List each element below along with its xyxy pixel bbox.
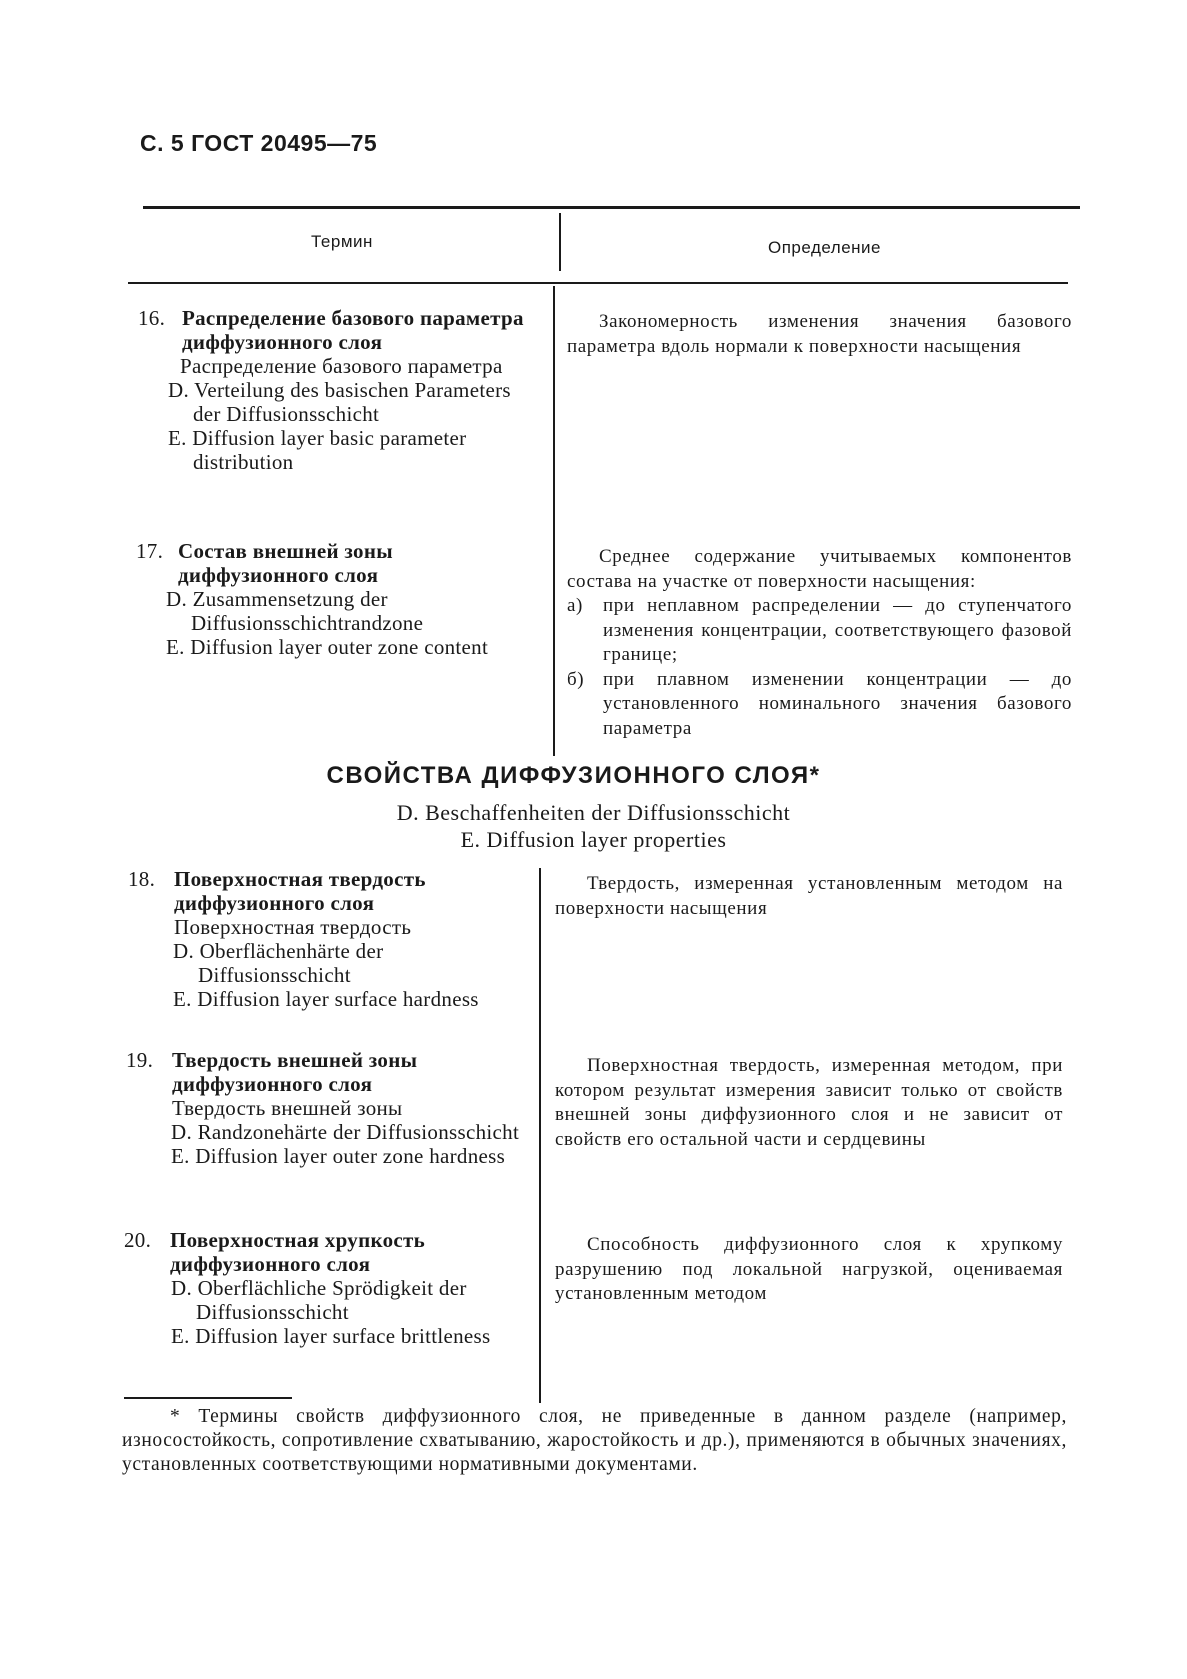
item-text: при плавном изменении концентрации — до установленного номинального значения базового параметра <box>603 668 1072 739</box>
term-entry-18 <box>128 867 526 1011</box>
term-entry-19 <box>126 1048 526 1168</box>
term-title: Поверхностная хрупкость диффузионного слоя <box>170 1228 426 1276</box>
term-number: 20. <box>124 1228 152 1252</box>
term-german: D. Verteilung des basischen Parameters der Diffusionsschicht <box>168 378 511 426</box>
item-marker: а) <box>567 595 583 616</box>
column-divider-top <box>553 286 555 756</box>
term-title: Поверхностная твердость диффузионного слоя <box>174 867 426 915</box>
term-german: D. Oberflächliche Sprödigkeit der Diffusionsschicht <box>171 1276 467 1324</box>
term-english: E. Diffusion layer outer zone hardness <box>171 1144 506 1168</box>
footnote-rule <box>124 1397 292 1399</box>
term-entry-16 <box>138 306 532 474</box>
header-divider <box>559 213 561 271</box>
term-synonym: Распределение базового параметра <box>180 354 503 378</box>
definition-20: Способность диффузионного слоя к хрупкому разрушению под локальной нагрузкой, оцениваемая установленным методом <box>555 1234 1063 1304</box>
term-english: E. Diffusion layer surface brittleness <box>171 1324 491 1348</box>
definition-item <box>567 668 1072 742</box>
page-header: С. 5 ГОСТ 20495—75 <box>140 130 378 156</box>
term-title: Состав внешней зоны диффузионного слоя <box>178 539 393 587</box>
top-rule <box>143 206 1080 209</box>
column-header-term: Термин <box>311 232 373 251</box>
section-english: E. Diffusion layer properties <box>460 827 727 852</box>
column-divider-bottom <box>539 868 541 1403</box>
definition-17 <box>567 545 1072 741</box>
header-bottom-rule <box>128 282 1068 284</box>
term-english: E. Diffusion layer basic parameter distribution <box>168 426 467 474</box>
definition-19: Поверхностная твердость, измеренная методом, при котором результат измерения зависит только от свойств внешней зоны диффузионного слоя и не зависит от свойств его остальной части и сердцевины <box>555 1055 1063 1150</box>
section-german: D. Beschaffenheiten der Diffusionsschicht <box>396 800 791 825</box>
column-header-definition: Определение <box>768 238 881 257</box>
term-english: E. Diffusion layer surface hardness <box>173 987 479 1011</box>
definition-16: Закономерность изменения значения базового параметра вдоль нормали к поверхности насыщения <box>567 311 1072 357</box>
term-number: 19. <box>126 1048 154 1072</box>
item-text: при неплавном распределении — до ступенчатого изменения концентрации, соответствующего фазовой границе; <box>603 595 1072 665</box>
term-number: 16. <box>138 306 166 330</box>
term-german: D. Randzonehärte der Diffusionsschicht <box>171 1120 520 1144</box>
item-marker: б) <box>567 668 585 690</box>
term-title: Твердость внешней зоны диффузионного слоя <box>172 1048 418 1096</box>
definition-18: Твердость, измеренная установленным методом на поверхности насыщения <box>555 873 1063 919</box>
term-german: D. Oberflächenhärte der Diffusionsschicht <box>173 939 384 987</box>
term-english: E. Diffusion layer outer zone content <box>166 635 489 659</box>
footnote <box>122 1405 1067 1477</box>
term-synonym: Поверхностная твердость <box>174 915 412 939</box>
term-entry-17 <box>136 539 532 659</box>
term-entry-20 <box>124 1228 526 1348</box>
footnote-text: * Термины свойств диффузионного слоя, не приведенные в данном разделе (например, износостойкость, сопротивление схватыванию, жаростойкость и др.), применяются в обычных значениях, установленных соответствующими нормативными документами. <box>122 1406 1067 1475</box>
term-german: D. Zusammensetzung der Diffusionsschichtrandzone <box>166 587 424 635</box>
section-title: СВОЙСТВА ДИФФУЗИОННОГО СЛОЯ* <box>326 762 821 789</box>
definition-item <box>567 594 1072 668</box>
term-number: 18. <box>128 867 156 891</box>
term-title: Распределение базового параметра диффузионного слоя <box>182 306 524 354</box>
term-number: 17. <box>136 539 164 563</box>
term-synonym: Твердость внешней зоны <box>172 1096 403 1120</box>
definition-text: Среднее содержание учитываемых компонентов состава на участке от поверхности насыщения: <box>567 546 1072 592</box>
